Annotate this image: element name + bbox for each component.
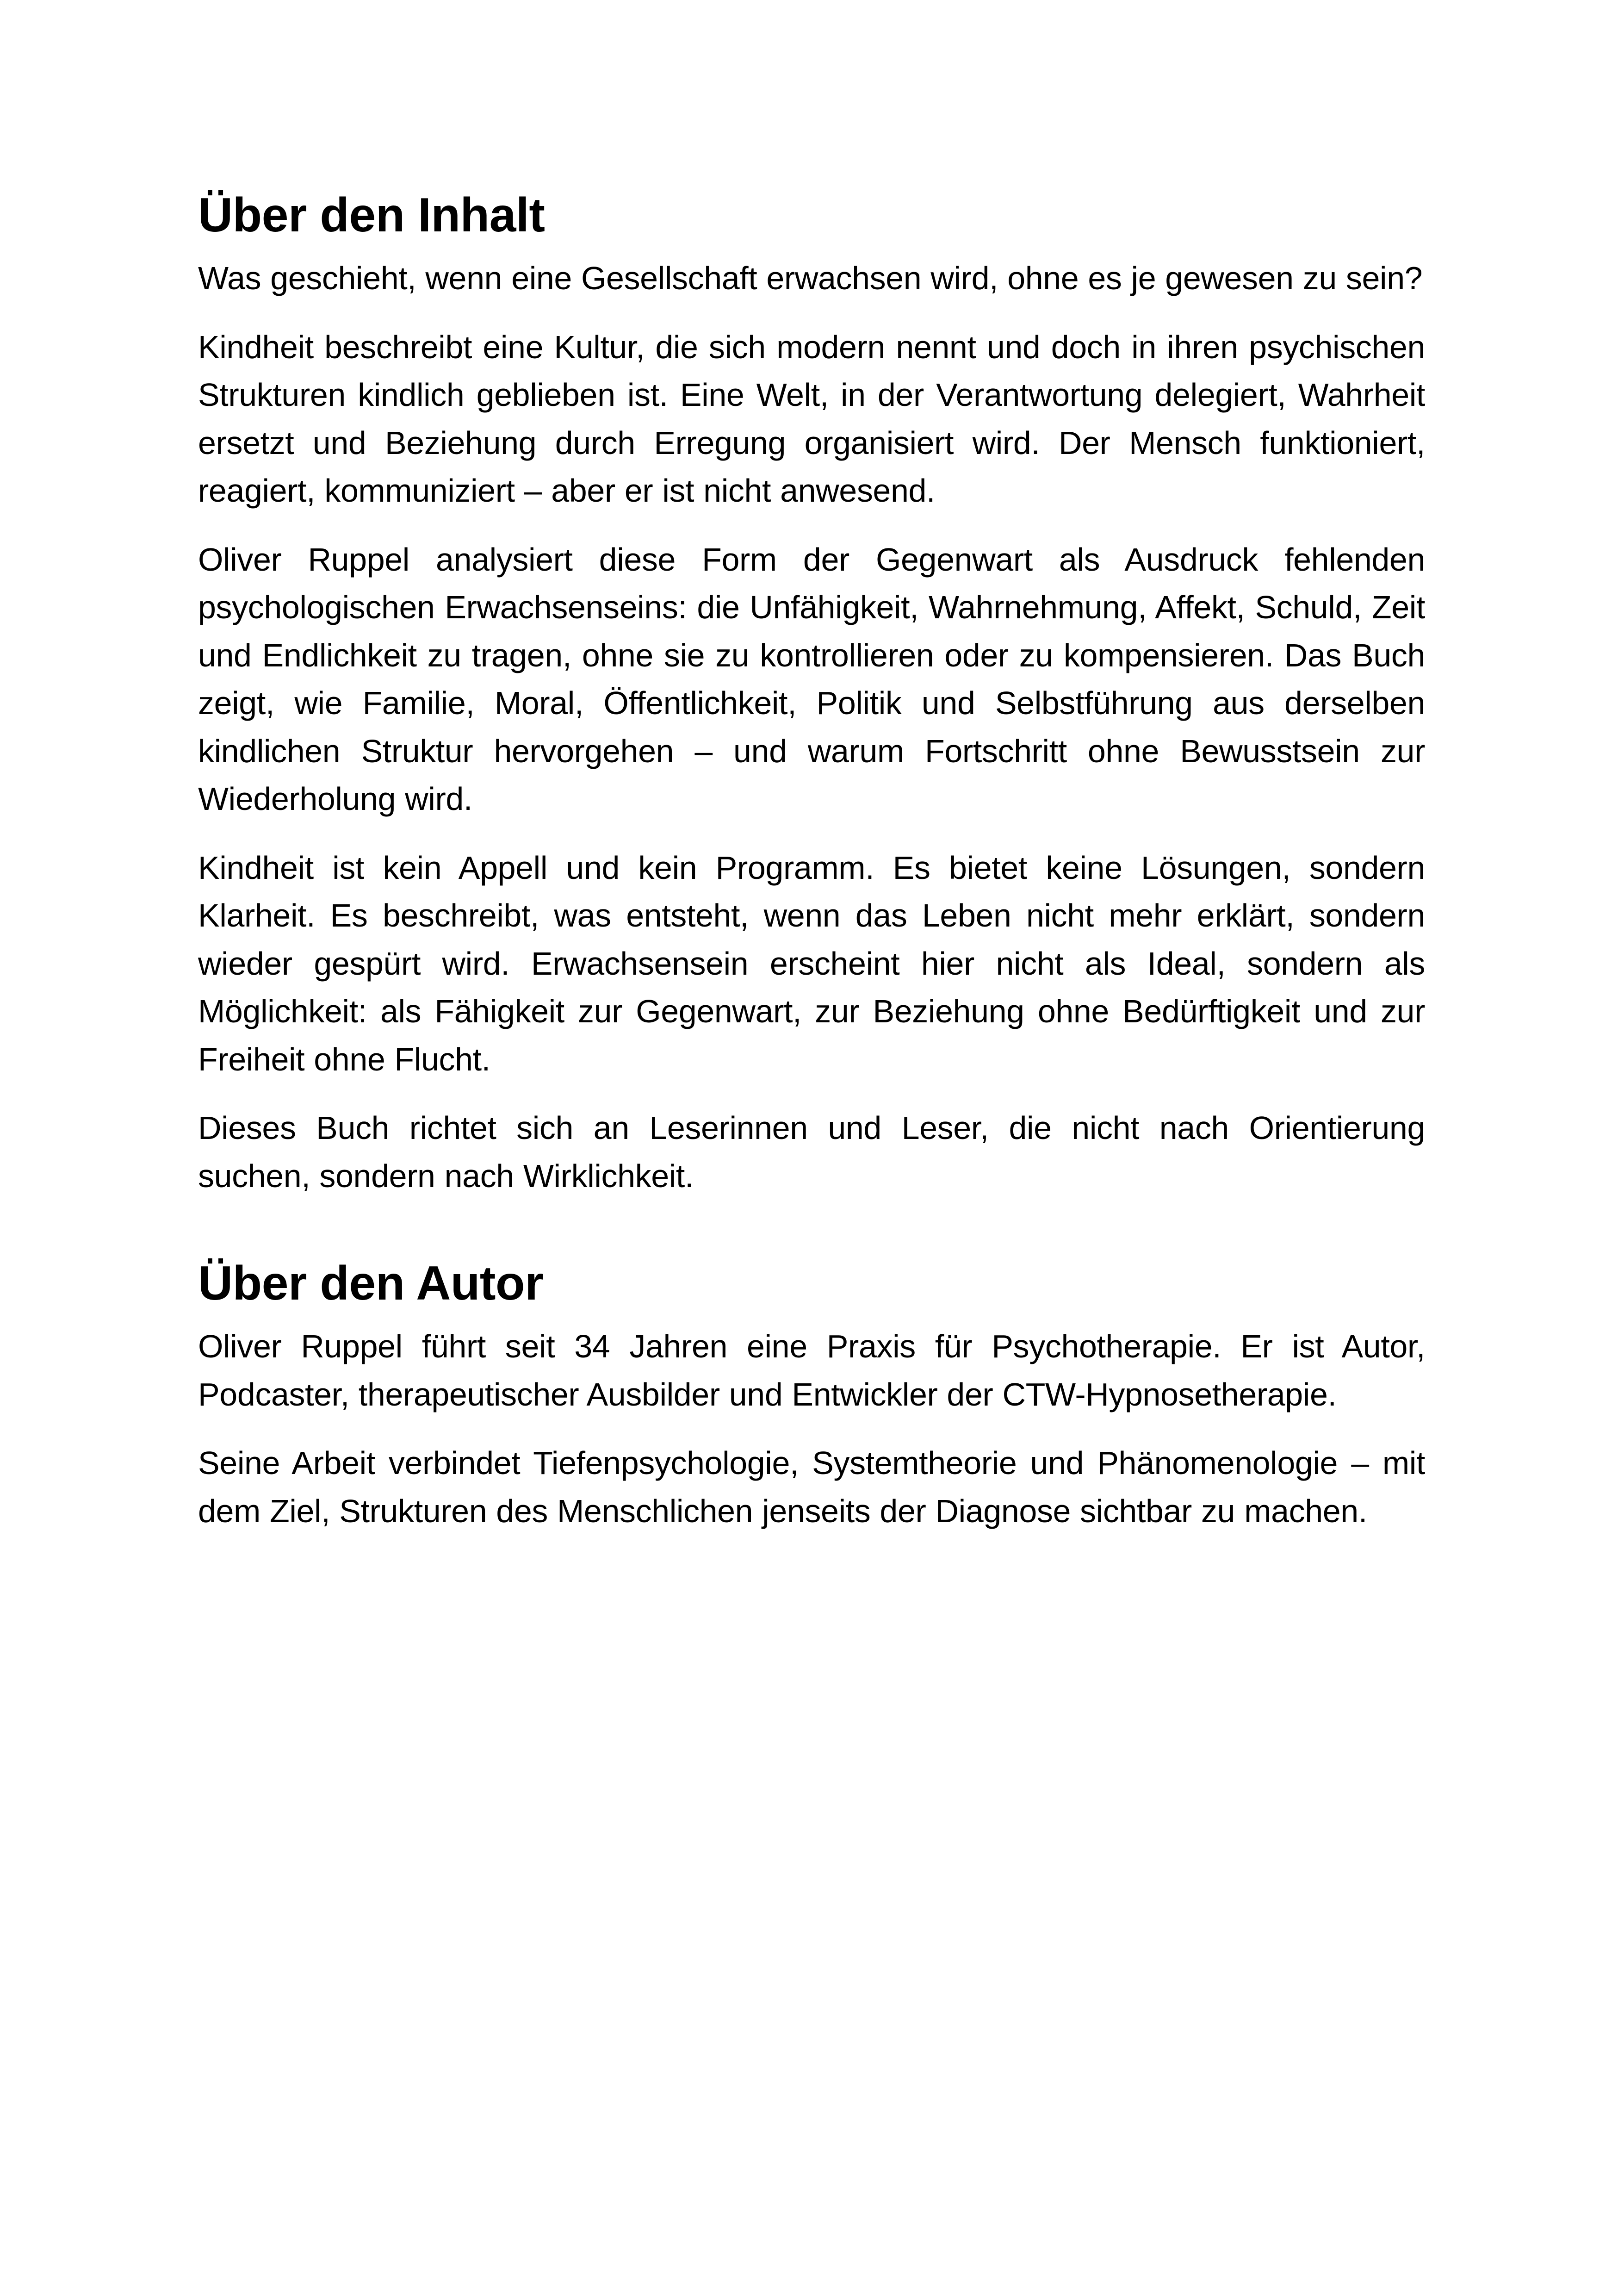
section-inhalt	[198, 185, 1425, 1200]
paragraph: Kindheit beschreibt eine Kultur, die sich modern nennt und doch in ihren psychischen Strukturen kindlich geblieben ist. Eine Welt, in der Verantwortung delegiert, Wahrheit ersetzt und Beziehung durch Erregung organisiert wird. Der Mensch funktioniert, reagiert, kommuniziert – aber er ist nicht anwesend.	[198, 329, 1425, 509]
section-autor	[198, 1253, 1425, 1535]
paragraph: Kindheit ist kein Appell und kein Programm. Es bietet keine Lösungen, sondern Klarheit. Es beschreibt, was entsteht, wenn das Leben nicht mehr erklärt, sondern wieder gespürt wird. Erwachsensein erscheint hier nicht als Ideal, sondern als Möglichkeit: als Fähigkeit zur Gegenwart, zur Beziehung ohne Bedürftigkeit und zur Freiheit ohne Flucht.	[198, 849, 1425, 1077]
paragraph: Seine Arbeit verbindet Tiefenpsychologie, Systemtheorie und Phänomenologie – mit dem Ziel, Strukturen des Menschlichen jenseits der Diagnose sichtbar zu machen.	[198, 1445, 1425, 1529]
paragraph: Was geschieht, wenn eine Gesellschaft erwachsen wird, ohne es je gewesen zu sein?	[198, 260, 1423, 296]
page-content	[198, 185, 1425, 1535]
section-heading: Über den Inhalt	[198, 188, 545, 242]
section-heading: Über den Autor	[198, 1257, 544, 1310]
paragraph: Oliver Ruppel analysiert diese Form der Gegenwart als Ausdruck fehlenden psychologischen Erwachsenseins: die Unfähigkeit, Wahrnehmung, Affekt, Schuld, Zeit und Endlichkeit zu tragen, ohne sie zu kontrollieren oder zu kompensieren. Das Buch zeigt, wie Familie, Moral, Öffentlichkeit, Politik und Selbstführung aus derselben kindlichen Struktur hervorgehen – und warum Fortschritt ohne Bewusstsein zur Wiederholung wird.	[198, 541, 1425, 817]
paragraph: Oliver Ruppel führt seit 34 Jahren eine Praxis für Psychotherapie. Er ist Autor, Podcaster, therapeutischer Ausbilder und Entwickler der CTW-Hypnosetherapie.	[198, 1328, 1425, 1412]
paragraph: Dieses Buch richtet sich an Leserinnen und Leser, die nicht nach Orientierung suchen, sondern nach Wirklichkeit.	[198, 1110, 1425, 1194]
